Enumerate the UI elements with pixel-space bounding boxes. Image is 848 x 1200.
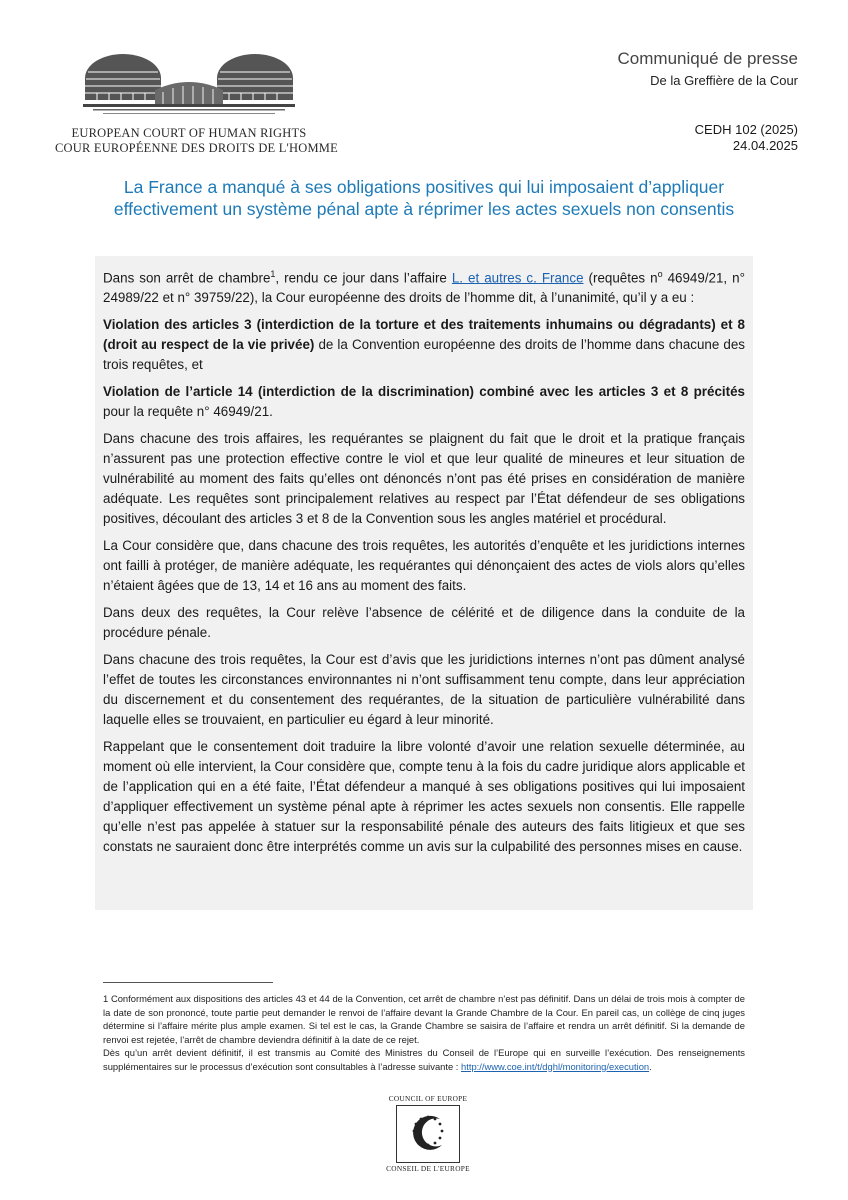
summary-paragraph: Dans deux des requêtes, la Cour relève l’absence de célérité et de diligence dans la conduite de la procédure pénale. xyxy=(103,605,745,641)
court-name-fr: COUR EUROPÉENNE DES DROITS DE L'HOMME xyxy=(55,141,338,155)
summary-box xyxy=(95,256,753,910)
violation-1 xyxy=(103,315,745,375)
violation-2-rest: pour la requête n° 46949/21. xyxy=(103,404,273,420)
coe-label-en: COUNCIL OF EUROPE xyxy=(388,1094,468,1103)
footnote-marker[interactable]: 1 xyxy=(270,269,276,279)
press-release-heading xyxy=(618,48,798,89)
intro-paragraph xyxy=(103,264,745,308)
summary-paragraph: Rappelant que le consentement doit traduire la libre volonté d’avoir une relation sexuelle déterminée, au moment où elle intervient, la Cour considère que, compte tenu à la fois du cadre juridique alors applicable et de l’application qui en a été faite, l’État défendeur a manqué à ses obligations positives qui lui imposaient d’appliquer effectivement un système pénal apte à réprimer les actes sexuels non consentis. Elle rappelle qu’elle n’est pas appelée à statuer sur la responsabilité pénale des auteurs des faits litigieux et que ses constats ne sauraient donc être interprétés comme un avis sur la culpabilité des personnes mises en cause. xyxy=(103,739,745,855)
intro-text-end: 46949/21, n° 24989/22 et n° 39759/22), la Cour européenne des droits de l’homme dit, à l’unanimité, qu’il y a eu : xyxy=(103,270,745,306)
court-logo xyxy=(55,48,338,156)
violation-2 xyxy=(103,382,745,422)
intro-no-superscript: o xyxy=(657,269,663,279)
intro-text-mid: , rendu ce jour dans l’affaire xyxy=(275,270,452,286)
court-building-icon xyxy=(83,48,295,120)
press-title: Communiqué de presse xyxy=(617,49,798,68)
violation-1-bold: Violation des articles 3 (interdiction de la torture et des traitements inhumains ou dégradants) et 8 (droit au respect de la vie privée) xyxy=(103,317,745,353)
summary-paragraph: Dans chacune des trois requêtes, la Cour est d’avis que les juridictions internes n’ont pas dûment analysé l’effet de toutes les circonstances environnantes ni n’ont suffisamment tenu compte, dans leur appréciation du discernement et du consentement des requérantes, de la situation de particulière vulnérabilité dans laquelle elles se trouvaient, en particulier eu égard à leur minorité. xyxy=(103,652,745,728)
case-link[interactable]: L. et autres c. France xyxy=(451,270,584,286)
footnote xyxy=(103,992,745,1073)
council-of-europe-logo xyxy=(373,1094,483,1173)
footnote-text-2-body: Dès qu’un arrêt devient définitif, il est transmis au Comité des Ministres du Conseil de l’Europe qui en surveille l’exécution. Des renseignements supplémentaires sur le processus d’exécution sont consultables à l’adresse suivante : xyxy=(103,1047,745,1072)
intro-text-after: (requêtes n xyxy=(583,270,658,286)
violation-1-rest: de la Convention européenne des droits de l’homme dans chacune des trois requêtes, et xyxy=(103,337,745,373)
execution-link[interactable]: http://www.coe.int/t/dghl/monitoring/execution xyxy=(461,1060,650,1072)
violation-2-bold: Violation de l’article 14 (interdiction de la discrimination) combiné avec les articles 3 et 8 précités xyxy=(103,384,745,400)
press-subtitle: De la Greffière de la Cour xyxy=(650,73,798,88)
council-of-europe-emblem-icon xyxy=(396,1105,460,1163)
reference-block xyxy=(695,122,798,154)
court-name-en: EUROPEAN COURT OF HUMAN RIGHTS xyxy=(71,126,307,140)
summary-paragraph: La Cour considère que, dans chacune des trois requêtes, les autorités d’enquête et les juridictions internes ont failli à protéger, de manière adéquate, les requérantes qui dénonçaient des actes de viols alors qu’elles n’étaient âgées que de 13, 14 et 16 ans au moment des faits. xyxy=(103,538,745,594)
footnote-text-2 xyxy=(103,1046,745,1073)
footnote-text-1: 1 Conformément aux dispositions des articles 43 et 44 de la Convention, cet arrêt de chambre n’est pas définitif. Dans un délai de trois mois à compter de la date de son prononcé, toute partie peut demander le renvoi de l’affaire devant la Grande Chambre de la Cour. En pareil cas, un collège de cinq juges détermine si l’affaire mérite plus ample examen. Si tel est le cas, la Grande Chambre se saisira de l’affaire et rendra un arrêt définitif. Si la demande de renvoi est rejetée, l’arrêt de chambre deviendra définitif à la date de ce rejet. xyxy=(103,993,745,1045)
release-date: 24.04.2025 xyxy=(732,138,798,153)
headline: La France a manqué à ses obligations positives qui lui imposaient d’appliquer effectivement un système pénal apte à réprimer les actes sexuels non consentis xyxy=(113,177,735,219)
summary-paragraph: Dans chacune des trois affaires, les requérantes se plaignent du fait que le droit et la pratique français n’assurent pas une protection effective contre le viol et que leur qualité de mineures et leur situation de vulnérabilité au moment des faits qu’elles ont dénoncés n’ont pas été prises en considération de manière adéquate. Les requêtes sont principalement relatives au respect par l’État défendeur de ses obligations positives, découlant des articles 3 et 8 de la Convention sous les angles matériel et procédural. xyxy=(103,431,745,527)
footnote-link-after: . xyxy=(649,1060,652,1072)
coe-label-fr: CONSEIL DE L'EUROPE xyxy=(386,1164,470,1173)
reference-number: CEDH 102 (2025) xyxy=(694,122,798,137)
footnote-divider xyxy=(103,982,273,983)
intro-text-start: Dans son arrêt de chambre xyxy=(103,270,271,286)
